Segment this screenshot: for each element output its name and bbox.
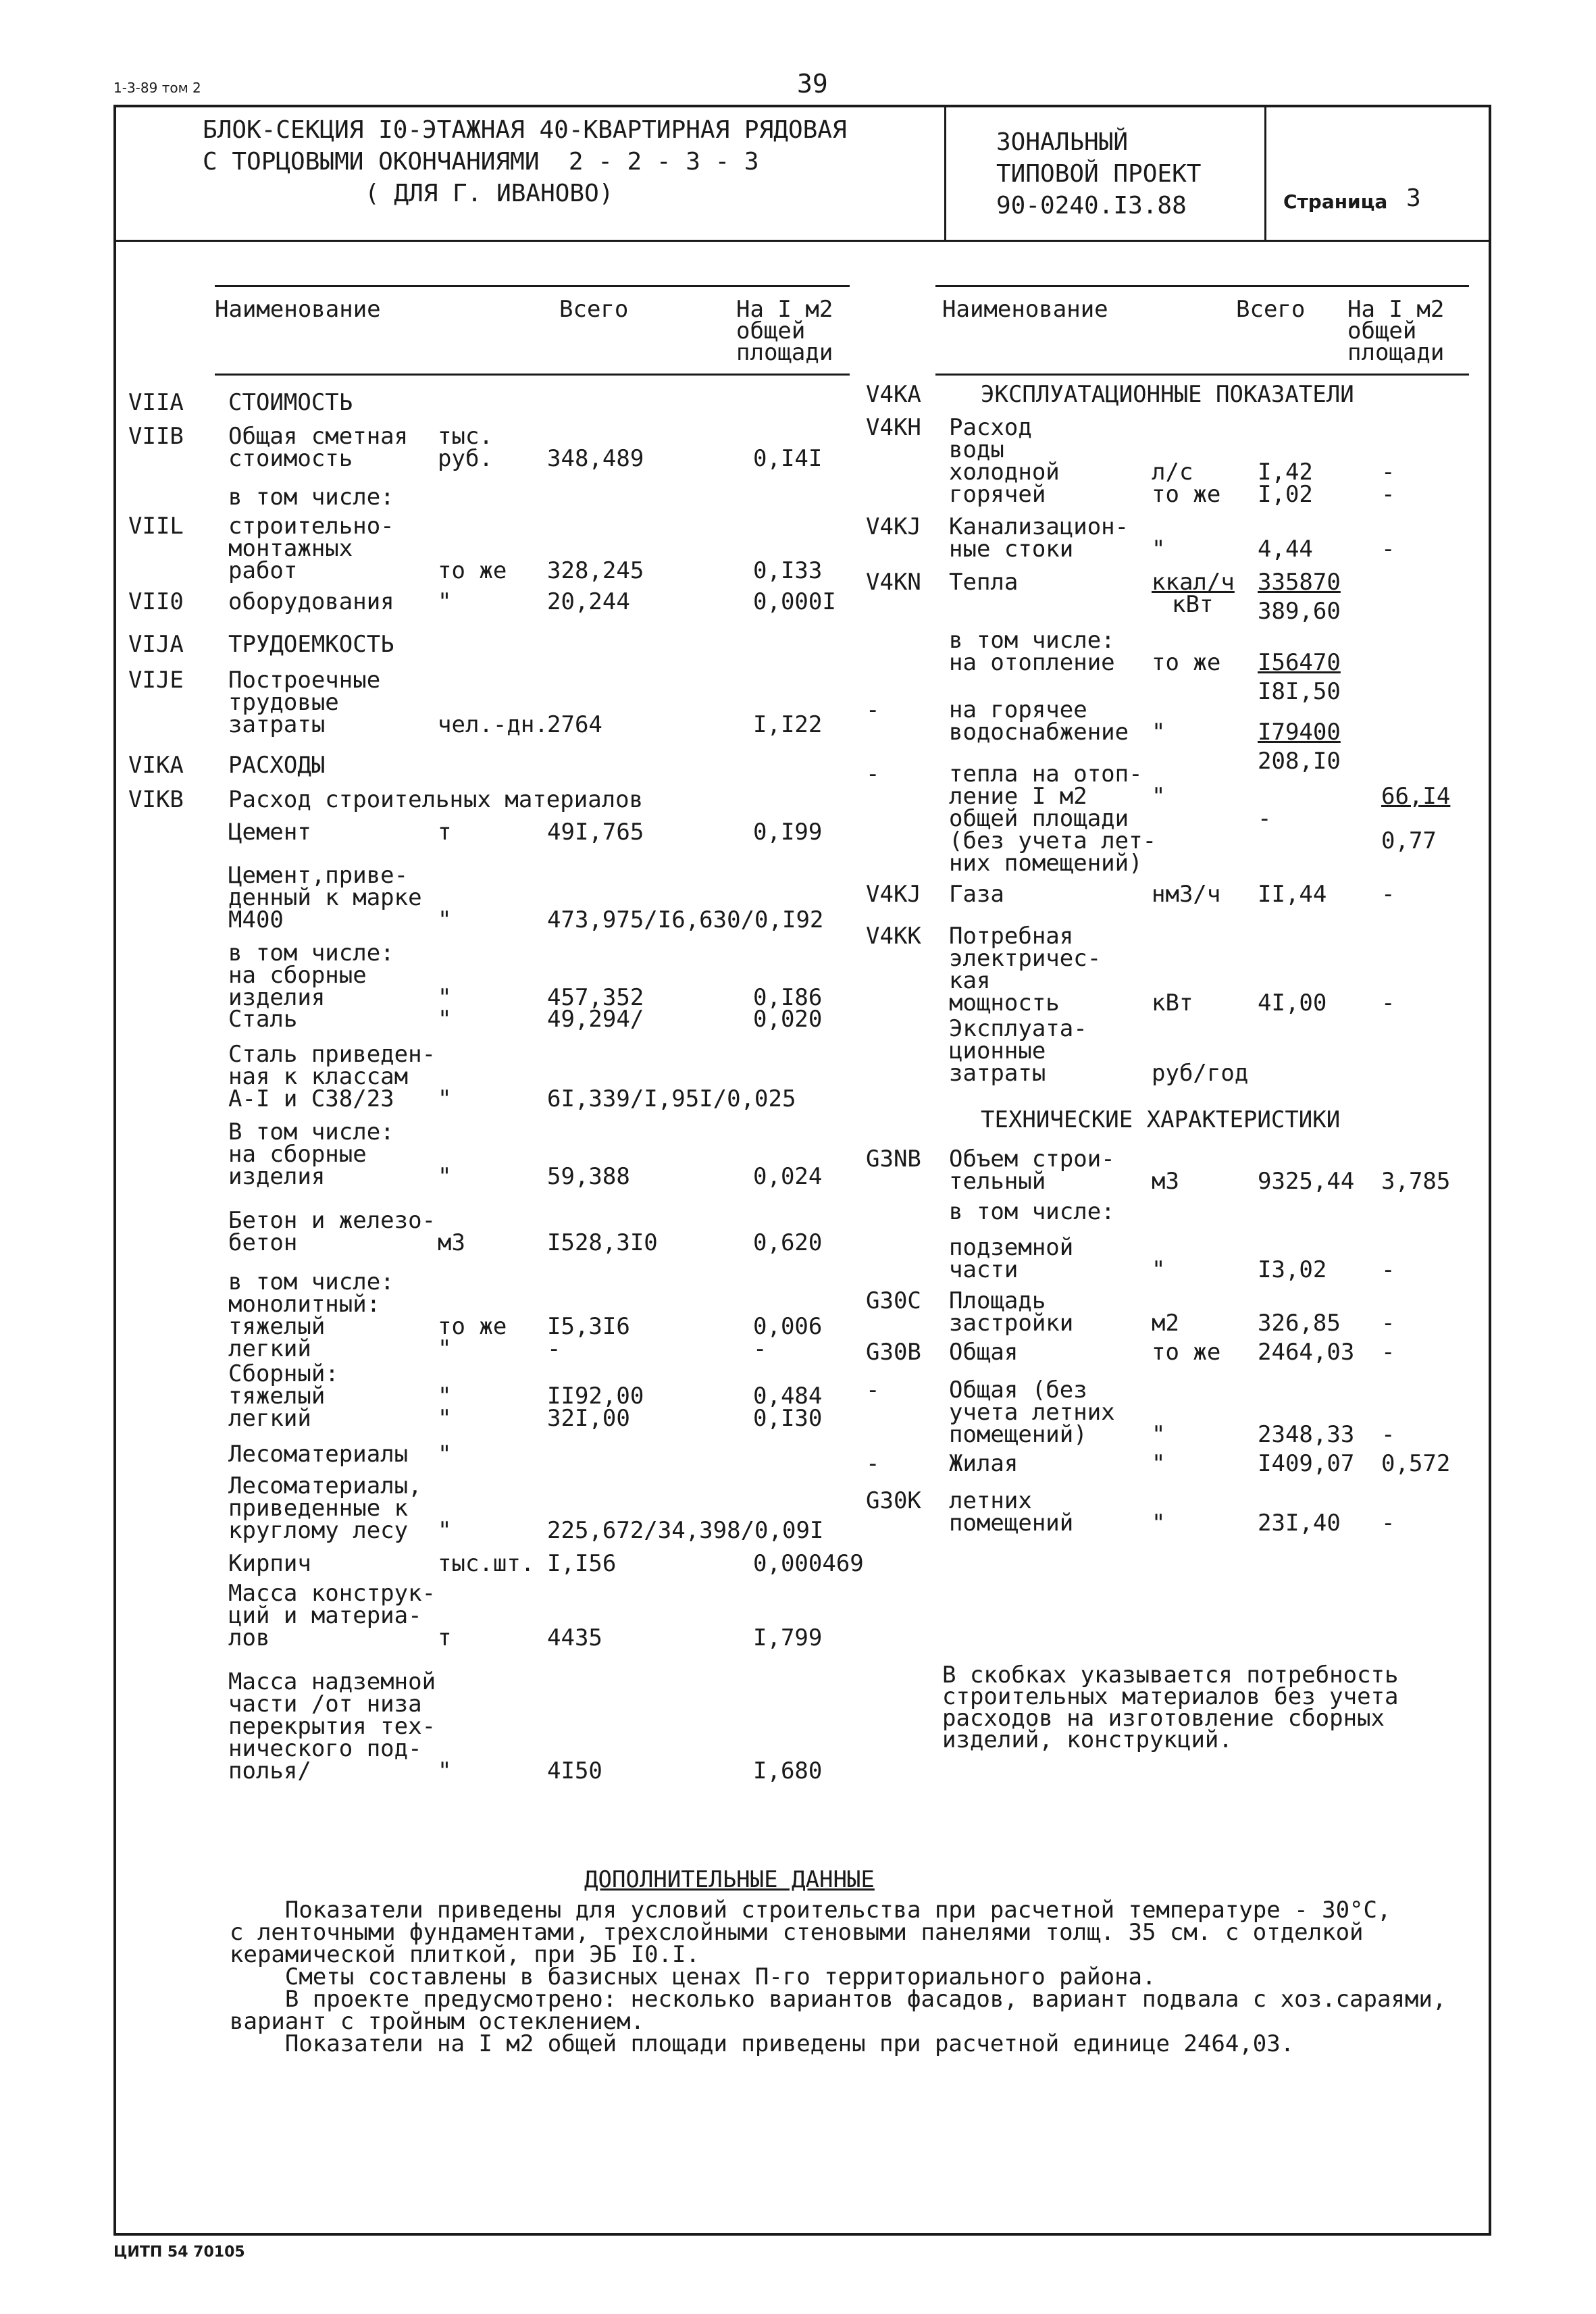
row-total-2: 208,I0: [1258, 748, 1341, 775]
row-name: денный к марке: [228, 884, 422, 911]
row-name: Кирпич: [228, 1550, 311, 1577]
row-total: I56470: [1258, 649, 1341, 676]
row-total: -: [547, 1335, 561, 1362]
row-total: 9325,44: [1258, 1168, 1355, 1195]
row-per: -: [753, 1335, 767, 1362]
row-code: VIKA: [128, 752, 184, 779]
row-code: V4KN: [866, 569, 921, 596]
row-unit-2: кВт: [1172, 591, 1214, 618]
row-total: I79400: [1258, 719, 1341, 746]
note-line: строительных материалов без учета: [942, 1683, 1399, 1710]
row-name: приведенные к: [228, 1495, 409, 1522]
row-name: электричес-: [949, 945, 1102, 972]
row-name: строительно-: [228, 513, 394, 540]
row-unit: ": [438, 1405, 452, 1432]
row-name: монолитный:: [228, 1291, 381, 1318]
row-name: в том числе:: [949, 1198, 1115, 1225]
row-name: застройки: [949, 1310, 1074, 1337]
row-name: горячей: [949, 481, 1046, 508]
note-line: расходов на изготовление сборных: [942, 1705, 1385, 1732]
additional-line: В проекте предусмотрено: несколько вариантов фасадов, вариант подвала с хоз.сараями,: [230, 1986, 1447, 2013]
row-name: в том числе:: [949, 627, 1115, 654]
row-name: общей площади: [949, 805, 1129, 832]
row-name: Общая сметная: [228, 423, 409, 450]
row-total: 20,244: [547, 588, 630, 615]
left-header-per-3: площади: [736, 339, 833, 366]
row-per: 0,I30: [753, 1405, 823, 1432]
row-per: -: [1381, 1256, 1395, 1283]
additional-line: с ленточными фундаментами, трехслойными стеновыми панелями толщ. 35 см. с отделкой: [230, 1919, 1364, 1946]
row-code: -: [866, 1450, 880, 1477]
row-per: 0,000469: [753, 1550, 864, 1577]
right-header-per-3: площади: [1347, 339, 1445, 366]
row-unit: ": [438, 1757, 452, 1784]
row-unit: ": [1152, 1510, 1166, 1537]
row-name: Цемент,приве-: [228, 862, 409, 889]
row-code: VII0: [128, 588, 184, 615]
row-total: I409,07: [1258, 1450, 1355, 1477]
row-unit: м2: [1152, 1310, 1179, 1337]
row-name: Сталь приведен-: [228, 1041, 436, 1068]
row-name: СТОИМОСТЬ: [228, 389, 353, 416]
row-per: -: [1381, 1421, 1395, 1448]
row-name: ные стоки: [949, 536, 1074, 563]
row-per: 66,I4: [1381, 783, 1451, 810]
row-per: 0,I4I: [753, 445, 823, 472]
row-name: ление I м2: [949, 783, 1087, 810]
row-name: полья/: [228, 1757, 311, 1784]
row-name: Канализацион-: [949, 513, 1129, 540]
row-name: лов: [228, 1624, 270, 1651]
row-name: части /от низа: [228, 1691, 422, 1718]
row-total: 49,294/: [547, 1006, 644, 1033]
row-name: на сборные: [228, 1141, 367, 1168]
row-code: -: [866, 1377, 880, 1404]
row-name: Общая (без: [949, 1377, 1087, 1404]
left-header-name: Наименование: [215, 296, 381, 323]
row-total: 59,388: [547, 1163, 630, 1190]
row-total: II,44: [1258, 881, 1327, 908]
row-name: оборудования: [228, 588, 394, 615]
left-header-per-2: общей: [736, 317, 806, 344]
row-total: 4435: [547, 1624, 602, 1651]
row-per: -: [1381, 459, 1395, 486]
row-name: перекрытия тех-: [228, 1713, 436, 1740]
row-unit: ": [438, 1383, 452, 1410]
row-unit: т: [438, 819, 452, 846]
row-name: кая: [949, 967, 991, 994]
row-code: VIKB: [128, 786, 184, 813]
row-name: стоимость: [228, 445, 353, 472]
additional-title: ДОПОЛНИТЕЛЬНЫЕ ДАННЫЕ: [584, 1866, 875, 1893]
row-name: затраты: [228, 711, 326, 738]
row-unit: ": [438, 1335, 452, 1362]
row-total: I528,3I0: [547, 1229, 658, 1256]
row-name: Лесоматериалы: [228, 1441, 409, 1468]
row-unit: ": [438, 1006, 452, 1033]
row-name: Газа: [949, 881, 1004, 908]
row-unit: нм3/ч: [1152, 881, 1221, 908]
row-name: них помещений): [949, 850, 1143, 877]
row-name: ная к классам: [228, 1063, 409, 1090]
footer-code: ЦИТП 54 70105: [113, 2244, 245, 2261]
row-per: 0,I33: [753, 557, 823, 584]
row-unit: то же: [1152, 481, 1221, 508]
row-total: 335870: [1258, 569, 1341, 596]
row-per: -: [1381, 1339, 1395, 1366]
page-number: 39: [797, 69, 828, 99]
row-total: 6I,339/I,95I/0,025: [547, 1085, 796, 1112]
row-unit: то же: [1152, 1339, 1221, 1366]
note-line: изделий, конструкций.: [942, 1726, 1233, 1753]
row-unit: ": [1152, 783, 1166, 810]
additional-line: Сметы составлены в базисных ценах П-го территориального района.: [230, 1963, 1156, 1990]
row-total: 23I,40: [1258, 1510, 1341, 1537]
row-name: А-I и С38/23: [228, 1085, 394, 1112]
row-unit: м3: [438, 1229, 465, 1256]
row-name: Общая: [949, 1339, 1019, 1366]
row-per: I,I22: [753, 711, 823, 738]
row-total: 225,672/34,398/0,09I: [547, 1517, 824, 1544]
row-total: 328,245: [547, 557, 644, 584]
row-name: Лесоматериалы,: [228, 1472, 422, 1499]
row-code: VIIA: [128, 389, 184, 416]
row-per: 0,77: [1381, 827, 1437, 854]
row-code: G30K: [866, 1487, 921, 1514]
row-code: -: [866, 761, 880, 788]
row-name: мощность: [949, 989, 1060, 1017]
row-code: VIJA: [128, 631, 184, 658]
row-name: Потребная: [949, 923, 1074, 950]
section-heading: ТЕХНИЧЕСКИЕ ХАРАКТЕРИСТИКИ: [981, 1106, 1341, 1133]
row-code: V4KJ: [866, 881, 921, 908]
row-unit: ": [1152, 1256, 1166, 1283]
row-total: 4,44: [1258, 536, 1313, 563]
row-name: Объем строи-: [949, 1146, 1115, 1173]
row-unit: тыс.шт.: [438, 1550, 535, 1577]
row-name: Тепла: [949, 569, 1019, 596]
row-unit: то же: [438, 1313, 507, 1340]
row-unit: л/с: [1152, 459, 1193, 486]
row-per: 0,572: [1381, 1450, 1451, 1477]
row-unit: м3: [1152, 1168, 1179, 1195]
row-unit: ": [438, 1163, 452, 1190]
row-name: тяжелый: [228, 1383, 326, 1410]
project-line-3: 90-0240.I3.88: [996, 192, 1187, 220]
row-unit: ": [438, 984, 452, 1011]
row-code: G30C: [866, 1287, 921, 1314]
row-name: Масса конструк-: [228, 1580, 436, 1607]
row-total: -: [1258, 805, 1272, 832]
row-code: VIIL: [128, 513, 184, 540]
row-name: бетон: [228, 1229, 298, 1256]
row-name: учета летних: [949, 1399, 1115, 1426]
project-line-1: ЗОНАЛЬНЫЙ: [996, 128, 1129, 156]
row-name: в том числе:: [228, 1268, 394, 1295]
row-unit: тыс.: [438, 423, 493, 450]
title-line-2: С ТОРЦОВЫМИ ОКОНЧАНИЯМИ 2 - 2 - 3 - 3: [203, 148, 759, 176]
row-unit: то же: [1152, 649, 1221, 676]
row-unit: то же: [438, 557, 507, 584]
row-code: -: [866, 696, 880, 723]
row-name: Площадь: [949, 1287, 1046, 1314]
row-unit: ": [1152, 1450, 1166, 1477]
row-total: I,42: [1258, 459, 1313, 486]
row-unit: ": [438, 1085, 452, 1112]
row-total: 49I,765: [547, 819, 644, 846]
row-per: 0,620: [753, 1229, 823, 1256]
row-name: подземной: [949, 1234, 1074, 1261]
row-name: нического под-: [228, 1735, 422, 1762]
row-code: G3NB: [866, 1146, 921, 1173]
header-divider: [944, 105, 946, 240]
row-per: 0,006: [753, 1313, 823, 1340]
row-per: -: [1381, 989, 1395, 1017]
right-header-per-2: общей: [1347, 317, 1417, 344]
row-unit: руб/год: [1152, 1060, 1249, 1087]
row-name: изделия: [228, 984, 326, 1011]
row-code: G30B: [866, 1339, 921, 1366]
row-name: ций и материа-: [228, 1602, 422, 1629]
row-total: 2464,03: [1258, 1339, 1355, 1366]
row-unit: ": [438, 1441, 452, 1468]
row-per: 3,785: [1381, 1168, 1451, 1195]
row-name: холодной: [949, 459, 1060, 486]
row-name: Цемент: [228, 819, 311, 846]
row-total: 4I50: [547, 1757, 602, 1784]
row-total: I,02: [1258, 481, 1313, 508]
row-name: Построечные: [228, 667, 381, 694]
row-name: водоснабжение: [949, 719, 1129, 746]
row-name: М400: [228, 906, 284, 933]
row-name: (без учета лет-: [949, 827, 1157, 854]
row-name: в том числе:: [228, 940, 394, 967]
row-unit: ": [1152, 1421, 1166, 1448]
row-name: в том числе:: [228, 484, 394, 511]
row-per: 0,484: [753, 1383, 823, 1410]
row-name: Бетон и железо-: [228, 1207, 436, 1234]
row-name: Расход: [949, 414, 1032, 441]
row-total: 457,352: [547, 984, 644, 1011]
additional-line: Показатели на I м2 общей площади приведены при расчетной единице 2464,03.: [230, 2030, 1295, 2057]
title-line-1: БЛОК-СЕКЦИЯ I0-ЭТАЖНАЯ 40-КВАРТИРНАЯ РЯДОВАЯ: [203, 116, 847, 144]
row-name: В том числе:: [228, 1119, 394, 1146]
row-per: I,680: [753, 1757, 823, 1784]
row-name: Расход строительных материалов: [228, 786, 644, 813]
row-name: воды: [949, 436, 1004, 463]
row-code: VIJE: [128, 667, 184, 694]
row-per: -: [1381, 536, 1395, 563]
row-per: 0,I86: [753, 984, 823, 1011]
row-total: 32I,00: [547, 1405, 630, 1432]
row-code: V4KJ: [866, 513, 921, 540]
row-unit: ": [438, 588, 452, 615]
row-unit: руб.: [438, 445, 493, 472]
row-per: 0,024: [753, 1163, 823, 1190]
row-total-2: I8I,50: [1258, 678, 1341, 705]
row-name: ТРУДОЕМКОСТЬ: [228, 631, 394, 658]
row-name: части: [949, 1256, 1019, 1283]
row-name: монтажных: [228, 535, 353, 562]
row-name: тяжелый: [228, 1313, 326, 1340]
header-divider-2: [1264, 105, 1266, 240]
row-total-2: 389,60: [1258, 598, 1341, 625]
row-total: II92,00: [547, 1383, 644, 1410]
row-total: 4I,00: [1258, 989, 1327, 1017]
right-header-total: Всего: [1236, 296, 1306, 323]
row-per: 0,I99: [753, 819, 823, 846]
row-per: 0,000I: [753, 588, 836, 615]
sheet-reference: 1-3-89 том 2: [113, 80, 201, 96]
left-header-total: Всего: [559, 296, 629, 323]
row-total: 2348,33: [1258, 1421, 1355, 1448]
row-unit: кВт: [1152, 989, 1193, 1017]
row-name: затраты: [949, 1060, 1046, 1087]
row-name: Жилая: [949, 1450, 1019, 1477]
row-name: помещений): [949, 1421, 1087, 1448]
row-name: тепла на отоп-: [949, 761, 1143, 788]
row-name: на сборные: [228, 962, 367, 989]
row-name: на отопление: [949, 649, 1115, 676]
header-bottom-rule: [113, 240, 1491, 242]
additional-line: керамической плиткой, при ЭБ I0.I.: [230, 1941, 700, 1968]
title-line-3: ( ДЛЯ Г. ИВАНОВО): [365, 180, 614, 207]
row-code: V4KA: [866, 381, 921, 408]
row-total: I,I56: [547, 1550, 617, 1577]
row-name: ционные: [949, 1037, 1046, 1064]
row-name: помещений: [949, 1510, 1074, 1537]
row-total: 2764: [547, 711, 602, 738]
row-per: -: [1381, 1310, 1395, 1337]
row-unit: т: [438, 1624, 452, 1651]
row-name: летних: [949, 1487, 1032, 1514]
row-unit: ": [438, 1517, 452, 1544]
row-name: работ: [228, 557, 298, 584]
right-header-per: На I м2: [1347, 296, 1445, 323]
row-unit: ": [1152, 719, 1166, 746]
row-unit: чел.-дн.: [438, 711, 548, 738]
page-label: Страница: [1283, 190, 1388, 213]
additional-line: Показатели приведены для условий строительства при расчетной температуре - 30°С,: [230, 1897, 1391, 1924]
row-unit: ": [438, 906, 452, 933]
row-code: VIIB: [128, 423, 184, 450]
row-unit: ": [1152, 536, 1166, 563]
left-header-per: На I м2: [736, 296, 833, 323]
row-name: круглому лесу: [228, 1517, 409, 1544]
row-total: 473,975/I6,630/0,I92: [547, 906, 824, 933]
row-total: 348,489: [547, 445, 644, 472]
row-name: тельный: [949, 1168, 1046, 1195]
additional-line: вариант с тройным остеклением.: [230, 2008, 645, 2035]
note-line: В скобках указывается потребность: [942, 1662, 1399, 1689]
row-name: Масса надземной: [228, 1668, 436, 1695]
project-line-2: ТИПОВОЙ ПРОЕКТ: [996, 160, 1202, 188]
row-name: Эксплуата-: [949, 1015, 1087, 1042]
section-heading: ЭКСПЛУАТАЦИОННЫЕ ПОКАЗАТЕЛИ: [981, 381, 1354, 408]
row-code: V4KH: [866, 414, 921, 441]
row-per: -: [1381, 481, 1395, 508]
row-name: трудовые: [228, 689, 339, 716]
row-name: легкий: [228, 1335, 311, 1362]
row-total: I3,02: [1258, 1256, 1327, 1283]
row-total: I5,3I6: [547, 1313, 630, 1340]
row-name: РАСХОДЫ: [228, 752, 326, 779]
right-header-name: Наименование: [942, 296, 1108, 323]
row-unit: ккал/ч: [1152, 569, 1235, 596]
row-code: V4KK: [866, 923, 921, 950]
row-name: изделия: [228, 1163, 326, 1190]
row-per: 0,020: [753, 1006, 823, 1033]
row-per: -: [1381, 1510, 1395, 1537]
row-name: Сталь: [228, 1006, 298, 1033]
row-name: на горячее: [949, 696, 1087, 723]
row-total: 326,85: [1258, 1310, 1341, 1337]
row-per: I,799: [753, 1624, 823, 1651]
row-name: легкий: [228, 1405, 311, 1432]
row-per: -: [1381, 881, 1395, 908]
row-name: Сборный:: [228, 1360, 339, 1387]
page-value: 3: [1406, 184, 1421, 212]
